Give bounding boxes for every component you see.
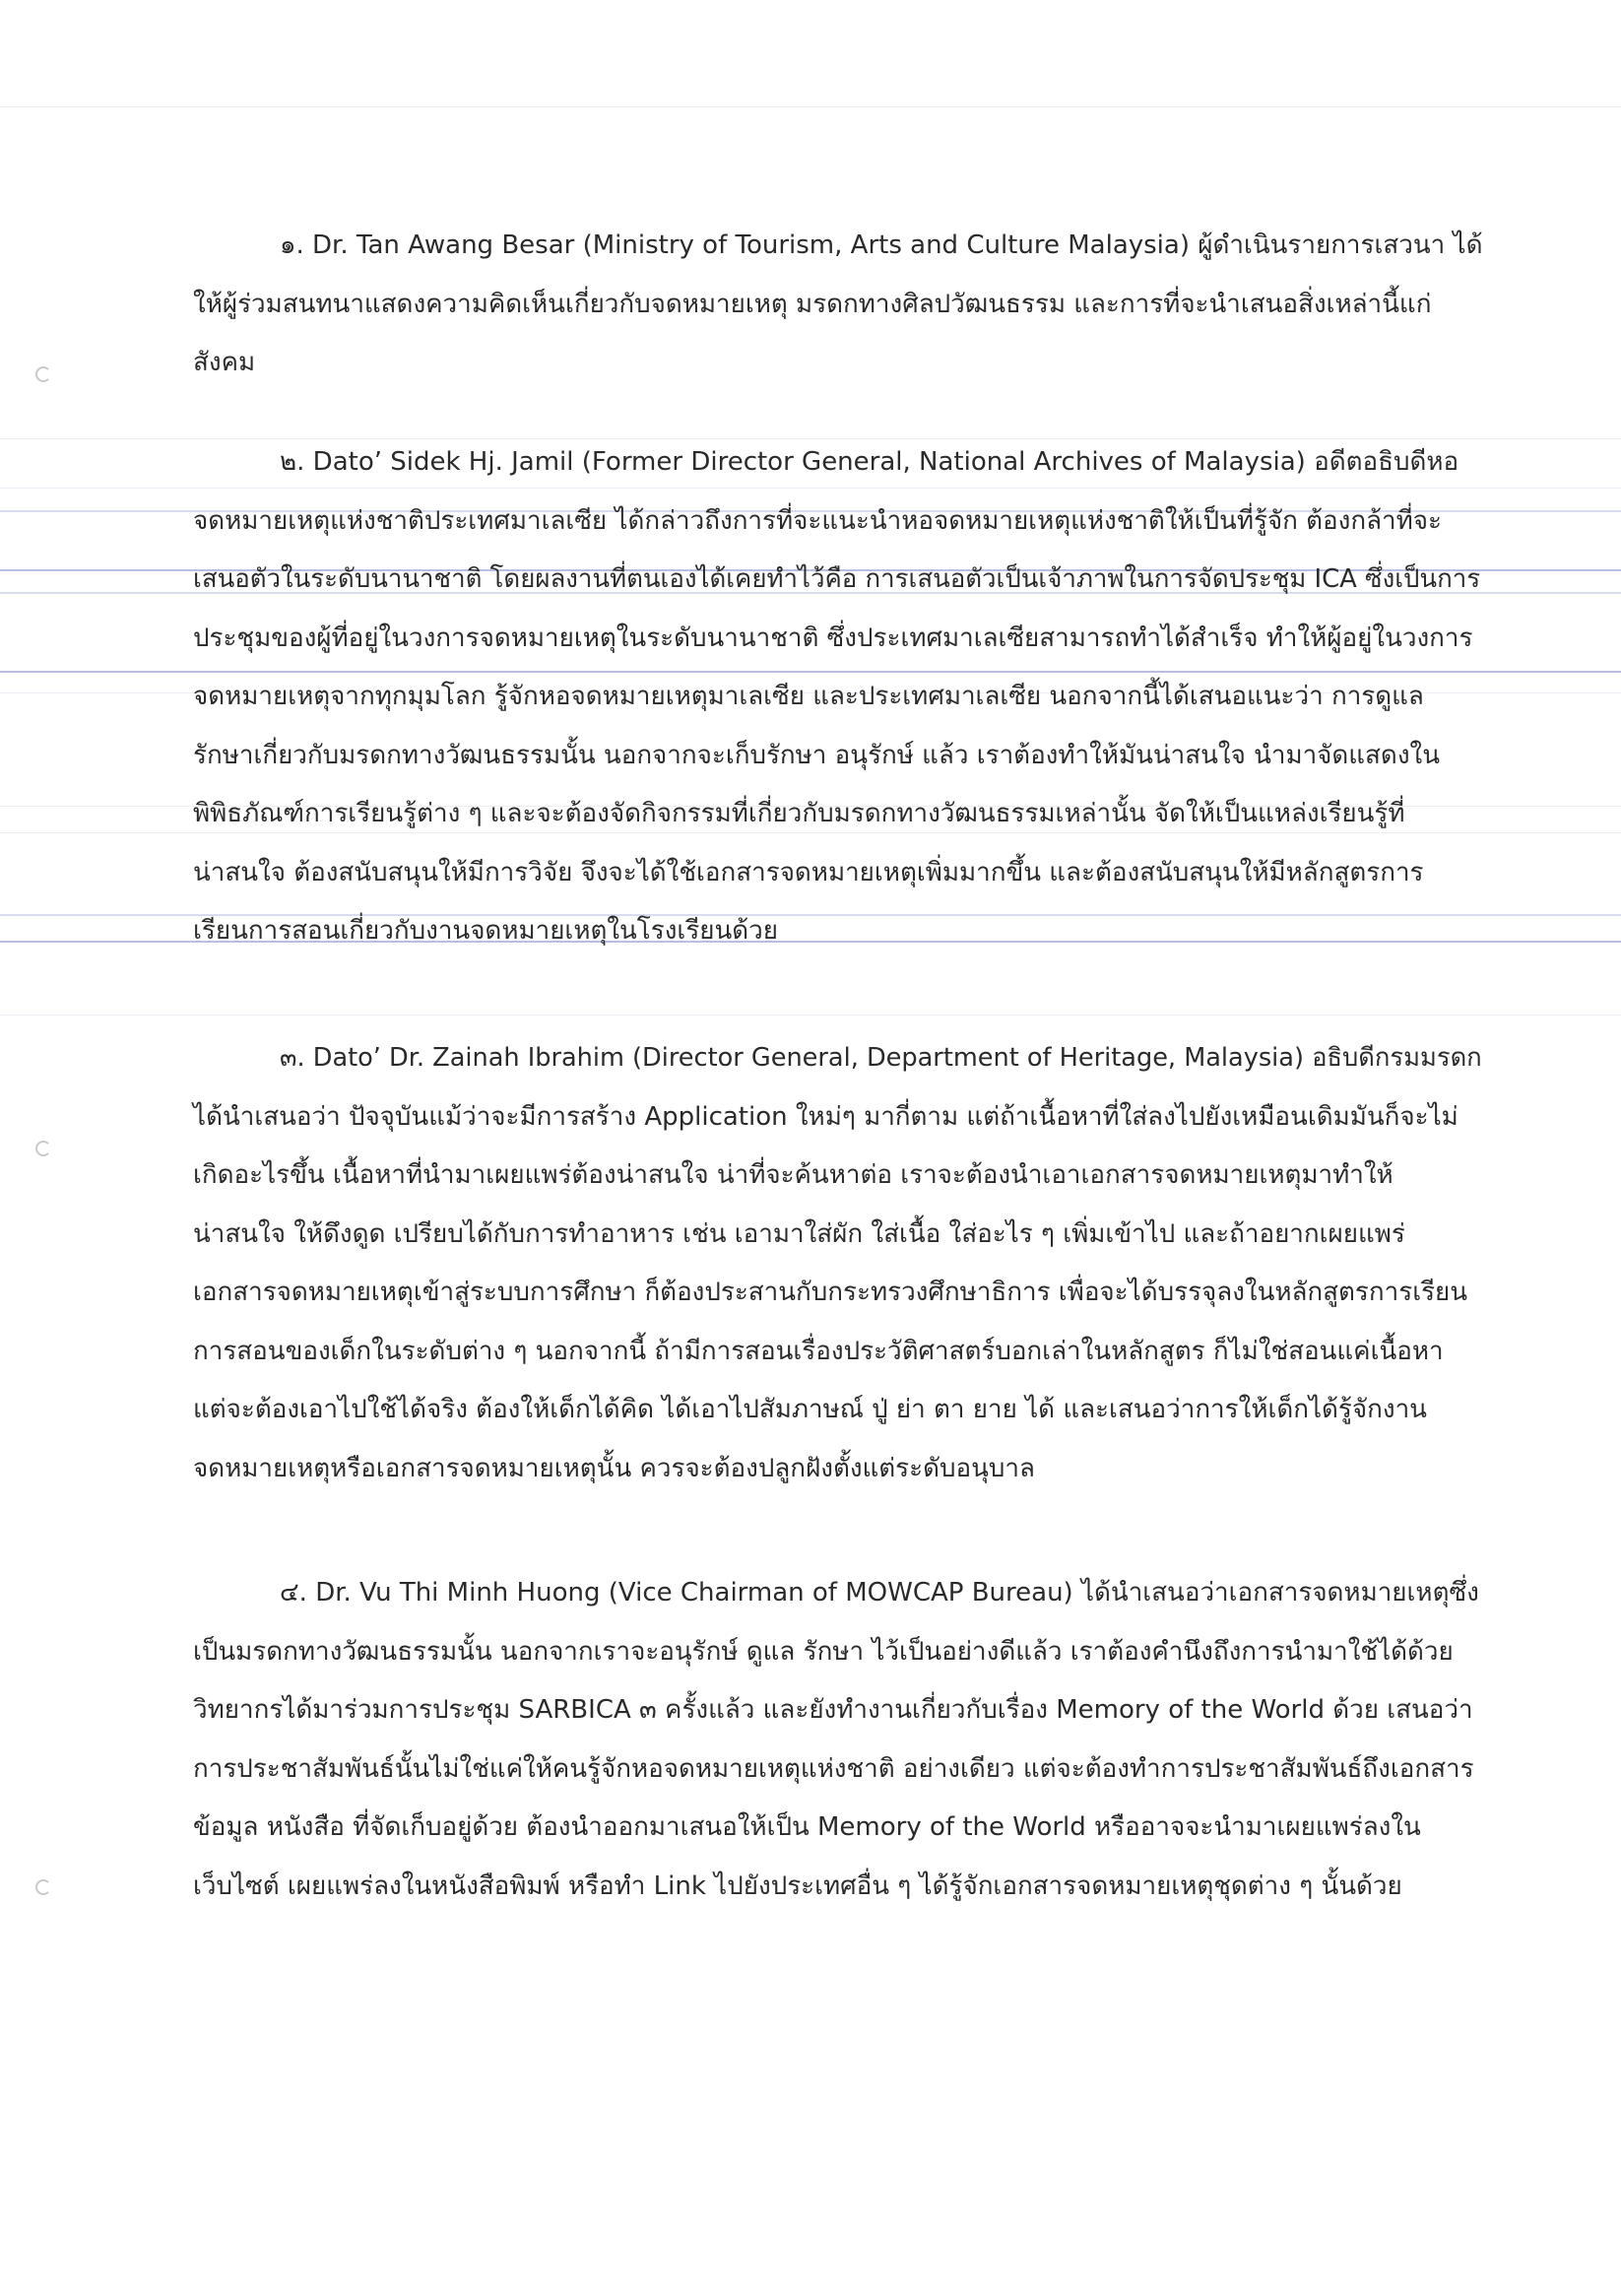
punch-hole xyxy=(35,366,51,382)
paragraph-line: รักษาเกี่ยวกับมรดกทางวัฒนธรรมนั้น นอกจากจะเก็บรักษา อนุรักษ์ แล้ว เราต้องทำให้มันน่าสนใจ นำมาจัดแสดงใน xyxy=(193,740,1440,770)
paragraph-line: น่าสนใจ ให้ดึงดูด เปรียบได้กับการทำอาหาร เช่น เอามาใส่ผัก ใส่เนื้อ ใส่อะไร ๆ เพิ่มเข้าไป และถ้าอยากเผยแพร่ xyxy=(193,1218,1405,1249)
punch-hole xyxy=(35,1879,51,1895)
paragraph-line: จดหมายเหตุหรือเอกสารจดหมายเหตุนั้น ควรจะต้องปลูกฝังตั้งแต่ระดับอนุบาล xyxy=(193,1453,1035,1483)
paragraph-line: เป็นมรดกทางวัฒนธรรมนั้น นอกจากเราจะอนุรักษ์ ดูแล รักษา ไว้เป็นอย่างดีแล้ว เราต้องคำนึงถึงการนำมาใช้ได้ด้วย xyxy=(193,1636,1454,1667)
scan-artifact-line xyxy=(0,1015,1621,1016)
paragraph-line: ให้ผู้ร่วมสนทนาแสดงความคิดเห็นเกี่ยวกับจดหมายเหตุ มรดกทางศิลปวัฒนธรรม และการที่จะนำเสนอสิ่งเหล่านี้แก่ xyxy=(193,289,1432,319)
paragraph-line: วิทยากรได้มาร่วมการประชุม SARBICA ๓ ครั้งแล้ว และยังทำงานเกี่ยวกับเรื่อง Memory of the World ด้วย เสนอว่า xyxy=(193,1695,1473,1725)
paragraph-line: ๑. Dr. Tan Awang Besar (Ministry of Tourism, Arts and Culture Malaysia) ผู้ดำเนินรายการเสวนา ได้ xyxy=(280,230,1483,260)
paragraph-line: ข้อมูล หนังสือ ที่จัดเก็บอยู่ด้วย ต้องนำออกมาเสนอให้เป็น Memory of the World หรืออาจจะนำมาเผยแพร่ลงใน xyxy=(193,1812,1421,1842)
paragraph-speaker-2 xyxy=(193,433,1483,961)
scan-artifact-line xyxy=(0,106,1621,107)
paragraph-speaker-3 xyxy=(193,1029,1483,1498)
paragraph-line: การประชาสัมพันธ์นั้นไม่ใช่แค่ให้คนรู้จักหอจดหมายเหตุแห่งชาติ อย่างเดียว แต่จะต้องทำการประชาสัมพันธ์ถึงเอกสาร xyxy=(193,1753,1474,1784)
paragraph-line: เว็บไซต์ เผยแพร่ลงในหนังสือพิมพ์ หรือทำ Link ไปยังประเทศอื่น ๆ ได้รู้จักเอกสารจดหมายเหตุชุดต่าง ๆ นั้นด้วย xyxy=(193,1870,1402,1901)
paragraph-line: ๒. Dato’ Sidek Hj. Jamil (Former Director General, National Archives of Malaysia) อดีตอธิบดีหอ xyxy=(280,447,1459,477)
paragraph-line: น่าสนใจ ต้องสนับสนุนให้มีการวิจัย จึงจะได้ใช้เอกสารจดหมายเหตุเพิ่มมากขึ้น และต้องสนับสนุนให้มีหลักสูตรการ xyxy=(193,857,1424,887)
paragraph-speaker-4 xyxy=(193,1564,1483,1916)
paragraph-speaker-1 xyxy=(193,217,1483,393)
paragraph-line: สังคม xyxy=(193,348,256,377)
paragraph-line: เกิดอะไรขึ้น เนื้อหาที่นำมาเผยแพร่ต้องน่าสนใจ น่าที่จะค้นหาต่อ เราจะต้องนำเอาเอกสารจดหมายเหตุมาทำให้ xyxy=(193,1160,1394,1190)
paragraph-line: จดหมายเหตุจากทุกมุมโลก รู้จักหอจดหมายเหตุมาเลเซีย และประเทศมาเลเซีย นอกจากนี้ได้เสนอแนะว่า การดูแล xyxy=(193,682,1424,711)
paragraph-line: เรียนการสอนเกี่ยวกับงานจดหมายเหตุในโรงเรียนด้วย xyxy=(193,916,779,946)
paragraph-line: การสอนของเด็กในระดับต่าง ๆ นอกจากนี้ ถ้ามีการสอนเรื่องประวัติศาสตร์บอกเล่าในหลักสูตร ก็ไม่ใช่สอนแค่เนื้อหา xyxy=(193,1336,1444,1366)
paragraph-line: เสนอตัวในระดับนานาชาติ โดยผลงานที่ตนเองได้เคยทำไว้คือ การเสนอตัวเป็นเจ้าภาพในการจัดประชุม ICA ซึ่งเป็นการ xyxy=(193,564,1481,594)
punch-hole xyxy=(35,1141,51,1156)
paragraph-line: เอกสารจดหมายเหตุเข้าสู่ระบบการศึกษา ก็ต้องประสานกับกระทรวงศึกษาธิการ เพื่อจะได้บรรจุลงในหลักสูตรการเรียน xyxy=(193,1278,1468,1307)
paragraph-line: พิพิธภัณฑ์การเรียนรู้ต่าง ๆ และจะต้องจัดกิจกรรมที่เกี่ยวกับมรดกทางวัฒนธรรมเหล่านั้น จัดให้เป็นแหล่งเรียนรู้ที่ xyxy=(193,799,1405,828)
paragraph-line: ได้นำเสนอว่า ปัจจุบันแม้ว่าจะมีการสร้าง Application ใหม่ๆ มากี่ตาม แต่ถ้าเนื้อหาที่ใส่ลงไปยังเหมือนเดิมมันก็จะไม่ xyxy=(193,1101,1459,1132)
paragraph-line: แต่จะต้องเอาไปใช้ได้จริง ต้องให้เด็กได้คิด ได้เอาไปสัมภาษณ์ ปู่ ย่า ตา ยาย ได้ และเสนอว่าการให้เด็กได้รู้จักงาน xyxy=(193,1395,1427,1424)
paragraph-line: จดหมายเหตุแห่งชาติประเทศมาเลเซีย ได้กล่าวถึงการที่จะแนะนำหอจดหมายเหตุแห่งชาติให้เป็นที่รู้จัก ต้องกล้าที่จะ xyxy=(193,505,1442,536)
paragraph-line: ประชุมของผู้ที่อยู่ในวงการจดหมายเหตุในระดับนานาชาติ ซึ่งประเทศมาเลเซียสามารถทำได้สำเร็จ ทำให้ผู้อยู่ในวงการ xyxy=(193,623,1473,653)
paragraph-line: ๔. Dr. Vu Thi Minh Huong (Vice Chairman of MOWCAP Bureau) ได้นำเสนอว่าเอกสารจดหมายเหตุซึ่ง xyxy=(280,1578,1479,1607)
paragraph-line: ๓. Dato’ Dr. Zainah Ibrahim (Director General, Department of Heritage, Malaysia) อธิบดีกรมมรดก xyxy=(280,1043,1482,1073)
